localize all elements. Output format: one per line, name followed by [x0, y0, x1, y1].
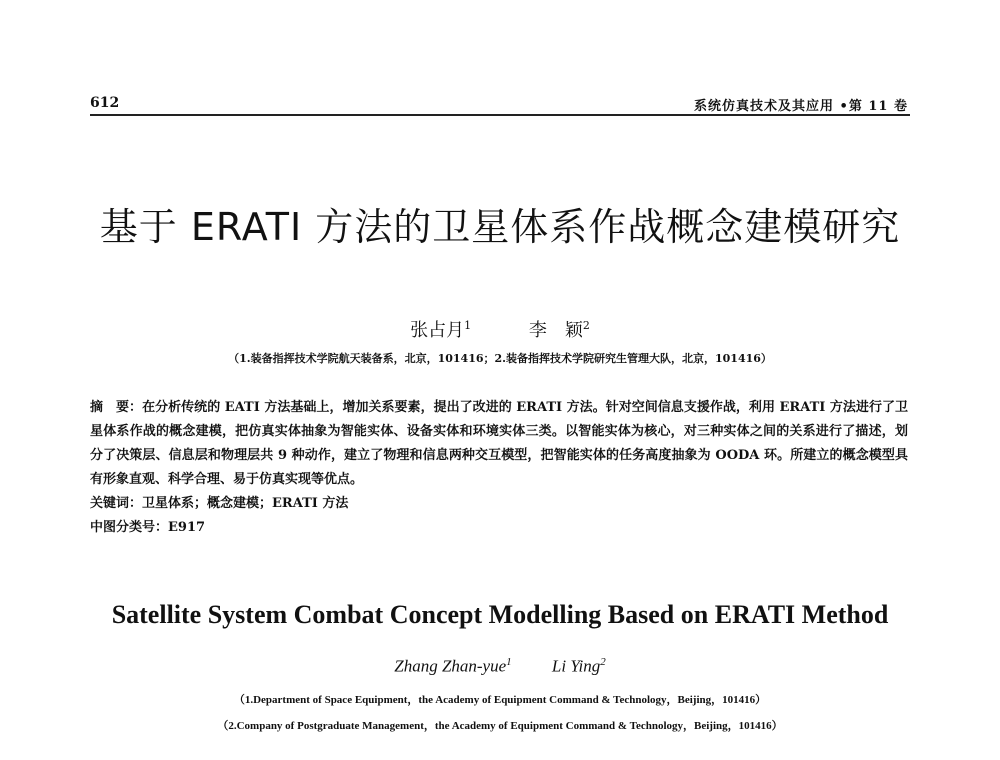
header-divider — [90, 114, 910, 116]
keywords-label: 关键词： — [90, 496, 143, 511]
author-2-en: Li Ying$^2$ — [551, 656, 606, 676]
affiliation-chinese: （1.装备指挥技术学院航天装备系，北京，101416；2.装备指挥技术学院研究生管理大队，北京，101416） — [228, 352, 772, 365]
journal-header: 系统仿真技术及其应用 •第 11 卷 — [694, 99, 908, 114]
abstract-text: 在分析传统的 EATI 方法基础上，增加关系要素，提出了改进的 ERATI 方法。针对空间信息支援作战，利用 ERATI 方法进行了卫星体系作战的概念建模，把仿真实体抽象为智能实体、设备实体和环境实体三类。以智能实体为核心，对三种实体之间的关系进行了描述，划分了决策层、信息层和物理层共 9 种动作，建立了物理和信息两种交互模型，把智能实体的任务高度抽象为 OODA 环。所建立的概念模型具有形象直观、科学合理、易于仿真实现等优点。 — [90, 400, 908, 487]
abstract-paragraph — [90, 396, 908, 492]
author-1-cn: 张占月$^1$ — [410, 319, 472, 341]
page-number: 612 — [90, 95, 120, 111]
title-chinese: 基于 ERATI 方法的卫星体系作战概念建模研究 — [99, 205, 901, 249]
classification-text: E917 — [168, 520, 206, 535]
author-1-en: Zhang Zhan-yue$^1$ — [394, 656, 512, 676]
authors-english — [0, 656, 1000, 677]
title-english: Satellite System Combat Concept Modelling Based on ERATI Method — [111, 600, 889, 629]
classification-line — [90, 516, 908, 540]
classification-label: 中图分类号： — [90, 520, 169, 535]
affiliation-english-2: （2.Company of Postgraduate Management，the Academy of Equipment Command & Technology，Beijing，101416） — [217, 720, 783, 732]
author-2-cn: 李 颖$^2$ — [528, 319, 590, 341]
keywords-line — [90, 492, 908, 516]
affiliation-english-1: （1.Department of Space Equipment，the Academy of Equipment Command & Technology，Beijing，101416） — [233, 694, 767, 706]
abstract-block — [90, 396, 908, 540]
authors-chinese — [0, 316, 1000, 342]
keywords-text: 卫星体系；概念建模；ERATI 方法 — [142, 496, 349, 511]
abstract-label: 摘 要： — [90, 400, 143, 415]
